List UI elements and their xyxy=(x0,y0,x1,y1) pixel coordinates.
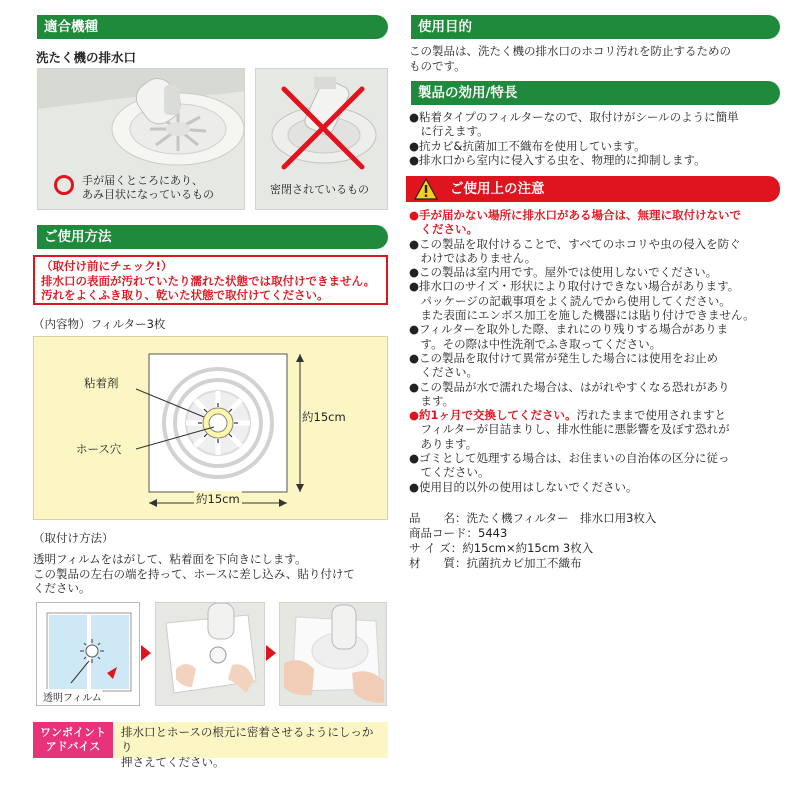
compatible-header: 適合機種 xyxy=(32,15,388,39)
caution-line: ●ゴミとして処理する場合は、お住まいの自治体の区分に従っ xyxy=(409,451,730,466)
dimension-vertical: 約15cm xyxy=(302,410,346,424)
caution-month-line: ●約1ヶ月で交換してください。汚れたままで使用されますと xyxy=(409,408,727,423)
dimension-horizontal: 約15cm xyxy=(196,492,240,506)
install-step-line2: この製品の左右の端を持って、ホースに差し込み、貼り付けて xyxy=(33,566,355,581)
feature-line: に行えます。 xyxy=(409,124,489,139)
feature-line: ●抗カビ&抗菌加工不織布を使用しています。 xyxy=(409,138,646,153)
caution-line: ●この製品は室内用です。屋外では使用しないでください。 xyxy=(409,265,718,280)
spec-size-label: サ イ ズ： xyxy=(409,541,463,555)
caution-line: てください。 xyxy=(409,465,490,480)
caution-line: パッケージの記載事項をよく読んでから使用してください。 xyxy=(409,293,731,308)
features-header: 製品の効用/特長 xyxy=(406,81,780,105)
spec-size: 約15cm×約15cm 3枚入 xyxy=(462,541,594,555)
warning-line3: 汚れをよくふき取り、乾いた状態で取付けてください。 xyxy=(41,288,329,302)
compatible-subtitle: 洗たく機の排水口 xyxy=(36,50,137,65)
install-label: （取付け方法） xyxy=(33,531,114,545)
purpose-line2: ものです。 xyxy=(409,58,466,73)
caution-line: ●使用目的以外の使用はしないでください。 xyxy=(409,479,638,494)
warning-line1: （取付け前にチェック!） xyxy=(41,259,173,273)
spec-code-label: 商品コード： xyxy=(409,526,478,540)
spec-code: 5443 xyxy=(478,526,508,540)
label-adhesive: 粘着剤 xyxy=(84,376,119,390)
purpose-line1: この製品は、洗たく機の排水口のホコリ汚れを防止するための xyxy=(409,44,731,58)
ng-drain-photo xyxy=(255,68,388,210)
caution-list xyxy=(409,208,779,494)
ok-caption-line1: 手が届くところにあり、 xyxy=(82,174,203,187)
caution-line: あります。 xyxy=(409,436,478,451)
caution-line: フィルターが目詰まりし、排水性能に悪影響を及ぼす恐れが xyxy=(409,422,730,437)
caution-line: ●この製品が水で濡れた場合は、はがれやすくなる恐れがあり xyxy=(409,379,730,394)
caution-red-line1: ●手が届かない場所に排水口がある場合は、無理に取付けないで xyxy=(409,208,742,222)
step1-film-image xyxy=(36,602,140,706)
filter-diagram-panel xyxy=(33,336,388,520)
caution-line: す。その際は中性洗剤でふき取ってください。 xyxy=(409,336,662,351)
caution-line: ●フィルターを取外した際、まれにのり残りする場合がありま xyxy=(409,322,729,337)
spec-material: 抗菌抗カビ加工不織布 xyxy=(466,556,582,570)
feature-line: ●粘着タイプのフィルターなので、取付けがシールのように簡単 xyxy=(409,110,739,124)
spec-material-label: 材 質： xyxy=(409,556,467,570)
contents-label: （内容物）フィルター3枚 xyxy=(33,317,166,331)
install-step-line3: ください。 xyxy=(33,581,91,595)
film-label: 透明フィルム xyxy=(43,689,102,704)
caution-header: ご使用上の注意 xyxy=(406,176,780,202)
caution-line: ●この製品を取付けて異常が発生した場合には使用をお止め xyxy=(409,350,719,365)
spec-name: 洗たく機フィルター 排水口用3枚入 xyxy=(466,511,657,525)
arrow-right-icon-2 xyxy=(266,645,276,661)
step3-attach-photo xyxy=(279,602,387,706)
warning-triangle-icon xyxy=(414,178,438,200)
install-step-line1: 透明フィルムをはがして、粘着面を下向きにします。 xyxy=(33,552,307,566)
caution-line: ます。 xyxy=(409,393,455,408)
caution-line: わけではありません。 xyxy=(409,250,537,265)
pre-install-warning-box xyxy=(33,255,388,305)
feature-line: ●排水口から室内に侵入する虫を、物理的に抑制します。 xyxy=(409,152,706,167)
usage-header: ご使用方法 xyxy=(32,225,388,249)
ok-caption-line2: あみ目状になっているもの xyxy=(82,188,214,201)
ok-circle-icon xyxy=(54,175,74,195)
caution-line: ●この製品を取付けることで、すべてのホコリや虫の侵入を防ぐ xyxy=(409,236,741,251)
label-hose-hole: ホース穴 xyxy=(76,442,122,456)
caution-line: ●排水口のサイズ・形状により取付けできない場合があります。 xyxy=(409,279,740,294)
advice-label: ワンポイント アドバイス xyxy=(33,722,113,758)
ng-caption: 密閉されているもの xyxy=(270,183,369,196)
ok-drain-photo xyxy=(37,68,245,210)
caution-line: ください。 xyxy=(409,365,478,380)
advice-text: 排水口とホースの根元に密着させるようにしっかり 押さえてください。 xyxy=(113,722,388,758)
purpose-header: 使用目的 xyxy=(406,15,780,39)
caution-red-line2: ください。 xyxy=(409,222,478,237)
step2-insert-photo xyxy=(155,602,265,706)
spec-name-label: 品 名： xyxy=(409,511,467,525)
caution-line: また表面にエンボス加工を施した機器には貼り付けできません。 xyxy=(409,308,755,323)
features-list xyxy=(409,110,779,167)
product-spec xyxy=(409,511,656,571)
arrow-right-icon xyxy=(141,645,151,661)
warning-line2: 排水口の表面が汚れていたり濡れた状態では取付けできません。 xyxy=(41,273,376,288)
